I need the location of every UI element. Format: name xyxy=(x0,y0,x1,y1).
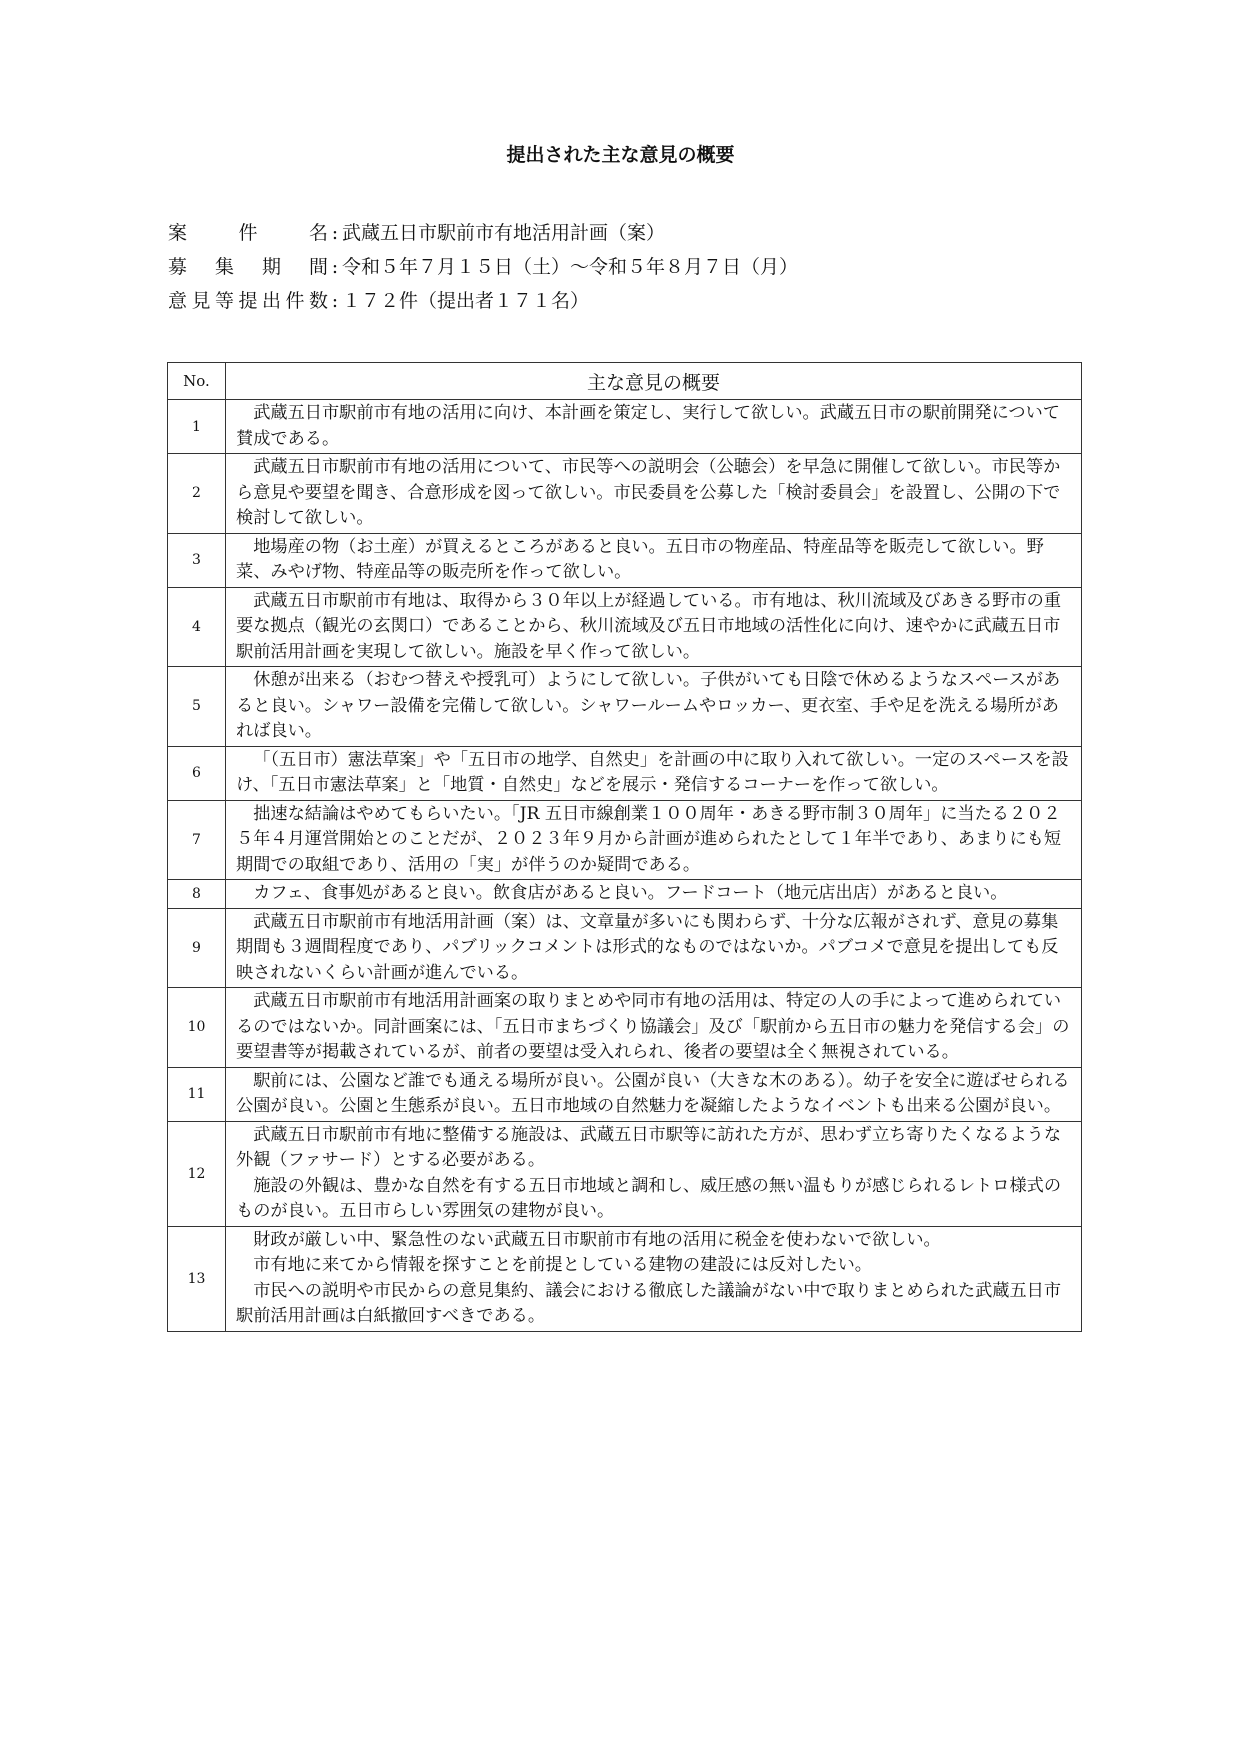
row-number: 6 xyxy=(168,746,226,800)
summary-paragraph: 「（五日市）憲法草案」や「五日市の地学、自然史」を計画の中に取り入れて欲しい。一定のスペースを設け、「五日市憲法草案」と「地質・自然史」などを展示・発信するコーナーを作って欲しい。 xyxy=(236,749,1069,795)
meta-row-period xyxy=(168,250,798,284)
header-no: No. xyxy=(168,363,226,400)
row-summary xyxy=(226,1067,1082,1121)
meta-colon: : xyxy=(331,290,339,312)
summary-paragraph: 武蔵五日市駅前市有地活用計画（案）は、文章量が多いにも関わらず、十分な広報がされず、意見の募集期間も３週間程度であり、パブリックコメントは形式的なものではないか。パブコメで意見を提出しても反映されないくらい計画が進んでいる。 xyxy=(236,911,1059,983)
row-summary xyxy=(226,400,1082,454)
row-number: 13 xyxy=(168,1226,226,1331)
row-summary xyxy=(226,1121,1082,1226)
document-title: 提出された主な意見の概要 xyxy=(506,144,735,166)
row-number: 4 xyxy=(168,587,226,667)
meta-colon: : xyxy=(331,222,339,244)
table-row xyxy=(168,667,1082,747)
row-number: 7 xyxy=(168,800,226,880)
summary-paragraph: 休憩が出来る（おむつ替えや授乳可）ようにして欲しい。子供がいても日陰で休めるようなスペースがあると良い。シャワー設備を完備して欲しい。シャワールームやロッカー、更衣室、手や足を洗える場所があれば良い。 xyxy=(236,670,1061,741)
meta-value: 令和５年７月１５日（土）～令和５年８月７日（月） xyxy=(342,256,799,278)
row-number: 8 xyxy=(168,880,226,909)
row-number: 3 xyxy=(168,533,226,587)
meta-label: 案件名 xyxy=(168,222,328,244)
table-header-row xyxy=(168,363,1082,400)
row-number: 10 xyxy=(168,988,226,1068)
table-row xyxy=(168,988,1082,1068)
row-summary xyxy=(226,880,1082,909)
summary-paragraph: 市民への説明や市民からの意見集約、議会における徹底した議論がない中で取りまとめられた武蔵五日市駅前活用計画は白紙撤回すべきである。 xyxy=(236,1280,1062,1326)
row-summary xyxy=(226,667,1082,747)
summary-paragraph: 拙速な結論はやめてもらいたい。「JR 五日市線創業１００周年・あきる野市制３０周年」に当たる２０２５年４月運営開始とのことだが、２０２３年９月から計画が進められたとして１年半であり、あまりにも短期間での取組であり、活用の「実」が伴うのか疑問である。 xyxy=(236,803,1062,875)
meta-colon: : xyxy=(331,256,339,278)
row-number: 2 xyxy=(168,454,226,534)
row-number: 5 xyxy=(168,667,226,747)
meta-label: 募集期間 xyxy=(168,256,328,278)
row-summary xyxy=(226,908,1082,988)
meta-row-case-name xyxy=(168,216,798,250)
opinion-table xyxy=(167,362,1082,1332)
summary-paragraph: 武蔵五日市駅前市有地に整備する施設は、武蔵五日市駅等に訪れた方が、思わず立ち寄りたくなるような外観（ファサード）とする必要がある。 xyxy=(236,1124,1062,1170)
row-number: 12 xyxy=(168,1121,226,1226)
row-summary xyxy=(226,988,1082,1068)
summary-paragraph: 施設の外観は、豊かな自然を有する五日市地域と調和し、威圧感の無い温もりが感じられるレトロ様式のものが良い。五日市らしい雰囲気の建物が良い。 xyxy=(236,1175,1062,1221)
summary-paragraph: 地場産の物（お土産）が買えるところがあると良い。五日市の物産品、特産品等を販売して欲しい。野菜、みやげ物、特産品等の販売所を作って欲しい。 xyxy=(236,536,1044,582)
row-summary xyxy=(226,800,1082,880)
summary-paragraph: 財政が厳しい中、緊急性のない武蔵五日市駅前市有地の活用に税金を使わないで欲しい。 xyxy=(253,1229,941,1250)
row-number: 9 xyxy=(168,908,226,988)
meta-row-count xyxy=(168,284,798,318)
meta-label: 意見等提出件数 xyxy=(168,290,328,312)
meta-block xyxy=(168,216,798,318)
row-number: 11 xyxy=(168,1067,226,1121)
row-number: 1 xyxy=(168,400,226,454)
row-summary xyxy=(226,454,1082,534)
row-summary xyxy=(226,746,1082,800)
table-row xyxy=(168,533,1082,587)
summary-paragraph: 市有地に来てから情報を探すことを前提としている建物の建設には反対したい。 xyxy=(253,1255,872,1275)
summary-paragraph: カフェ、食事処があると良い。飲食店があると良い。フードコート（地元店出店）があると良い。 xyxy=(253,883,1008,903)
table-row xyxy=(168,400,1082,454)
header-summary: 主な意見の概要 xyxy=(226,363,1082,400)
table-row xyxy=(168,1226,1082,1331)
summary-paragraph: 武蔵五日市駅前市有地は、取得から３０年以上が経過している。市有地は、秋川流域及びあきる野市の重要な拠点（観光の玄関口）であることから、秋川流域及び五日市地域の活性化に向け、速やかに武蔵五日市駅前活用計画を実現して欲しい。施設を早く作って欲しい。 xyxy=(236,590,1062,662)
summary-paragraph: 武蔵五日市駅前市有地活用計画案の取りまとめや同市有地の活用は、特定の人の手によって進められているのではないか。同計画案には、「五日市まちづくり協議会」及び「駅前から五日市の魅力を発信する会」の要望書等が掲載されているが、前者の要望は受入れられ、後者の要望は全く無視されている。 xyxy=(236,991,1070,1062)
summary-paragraph: 駅前には、公園など誰でも通える場所が良い。公園が良い（大きな木のある）。幼子を安全に遊ばせられる公園が良い。公園と生態系が良い。五日市地域の自然魅力を凝縮したようなイベントも出来る公園が良い。 xyxy=(236,1070,1070,1116)
table-row xyxy=(168,1067,1082,1121)
table-row xyxy=(168,1121,1082,1226)
row-summary xyxy=(226,587,1082,667)
meta-value: 武蔵五日市駅前市有地活用計画（案） xyxy=(342,222,666,244)
meta-value: １７２件（提出者１７１名） xyxy=(342,290,590,312)
row-summary xyxy=(226,1226,1082,1331)
table-row xyxy=(168,746,1082,800)
summary-paragraph: 武蔵五日市駅前市有地の活用について、市民等への説明会（公聴会）を早急に開催して欲しい。市民等から意見や要望を聞き、合意形成を図って欲しい。市民委員を公募した「検討委員会」を設置し、公開の下で検討して欲しい。 xyxy=(236,457,1061,528)
table-row xyxy=(168,454,1082,534)
table-row xyxy=(168,587,1082,667)
table-row xyxy=(168,908,1082,988)
table-row xyxy=(168,800,1082,880)
table-row xyxy=(168,880,1082,909)
row-summary xyxy=(226,533,1082,587)
summary-paragraph: 武蔵五日市駅前市有地の活用に向け、本計画を策定し、実行して欲しい。武蔵五日市の駅前開発について賛成である。 xyxy=(236,403,1060,449)
